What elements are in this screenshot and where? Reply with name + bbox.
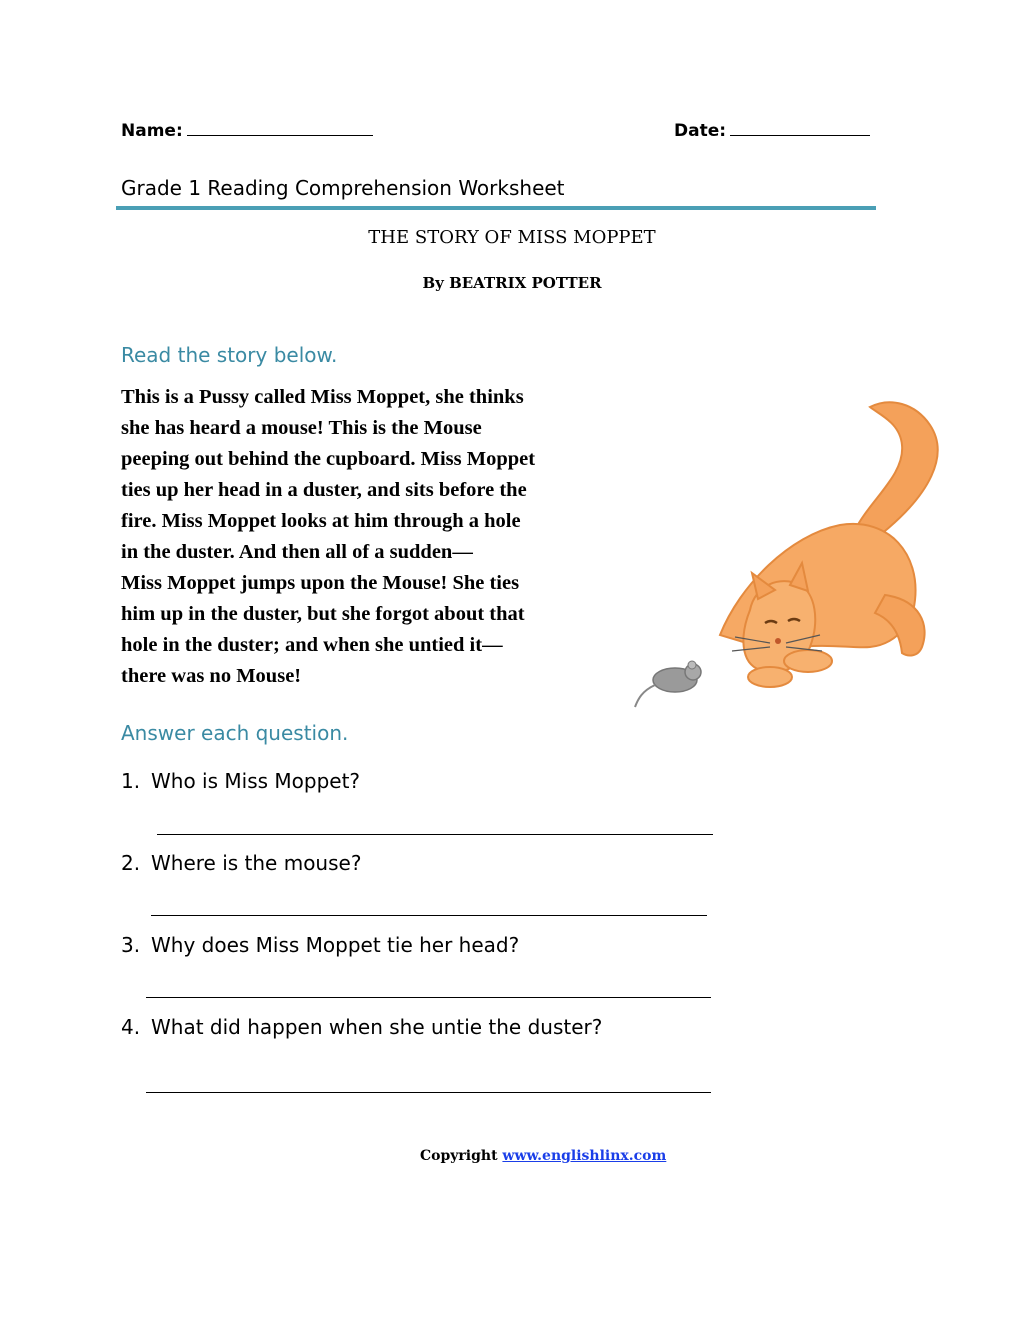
question-text: Why does Miss Moppet tie her head? — [151, 933, 520, 957]
copyright-label: Copyright — [420, 1148, 498, 1164]
date-field[interactable] — [674, 121, 870, 141]
cat-icon — [720, 402, 938, 687]
question-text: Where is the mouse? — [151, 851, 362, 875]
story-line: ties up her head in a duster, and sits before the — [121, 479, 527, 501]
story-line: hole in the duster; and when she untied it— — [121, 634, 503, 656]
story-line: fire. Miss Moppet looks at him through a hole — [121, 510, 521, 532]
answer-line-2[interactable] — [151, 915, 707, 916]
question-number: 2. — [121, 851, 141, 875]
website-link[interactable]: www.englishlinx.com — [502, 1148, 667, 1164]
date-label: Date: — [674, 121, 727, 141]
mouse-icon — [635, 661, 701, 707]
question-1 — [121, 769, 360, 793]
story-title: THE STORY OF MISS MOPPET — [368, 227, 656, 248]
date-blank-line[interactable] — [730, 121, 870, 136]
story-byline: By BEATRIX POTTER — [422, 274, 602, 292]
story-line: him up in the duster, but she forgot about that — [121, 603, 525, 625]
story-line: peeping out behind the cupboard. Miss Moppet — [121, 448, 536, 470]
question-number: 4. — [121, 1015, 141, 1039]
question-4 — [121, 1015, 602, 1039]
question-2 — [121, 851, 361, 875]
question-text: Who is Miss Moppet? — [151, 769, 361, 793]
answer-line-4[interactable] — [146, 1092, 711, 1093]
name-label: Name: — [121, 121, 183, 141]
read-heading: Read the story below. — [121, 343, 338, 367]
copyright — [420, 1148, 666, 1164]
name-field[interactable] — [121, 121, 373, 141]
story-line: there was no Mouse! — [121, 665, 302, 687]
story-line: This is a Pussy called Miss Moppet, she thinks — [121, 386, 524, 408]
question-number: 1. — [121, 769, 141, 793]
answer-line-1[interactable] — [157, 834, 713, 835]
story-line: in the duster. And then all of a sudden— — [121, 541, 473, 563]
answer-heading: Answer each question. — [121, 721, 349, 745]
title-divider — [116, 206, 876, 210]
cat-and-mouse-illustration — [630, 385, 990, 715]
question-number: 3. — [121, 933, 141, 957]
question-3 — [121, 933, 519, 957]
answer-line-3[interactable] — [146, 997, 711, 998]
question-text: What did happen when she untie the duster? — [151, 1015, 603, 1039]
worksheet-title: Grade 1 Reading Comprehension Worksheet — [121, 176, 565, 200]
name-blank-line[interactable] — [187, 121, 373, 136]
story-text — [121, 382, 611, 692]
story-line: she has heard a mouse! This is the Mouse — [121, 417, 482, 439]
story-line: Miss Moppet jumps upon the Mouse! She ties — [121, 572, 520, 594]
